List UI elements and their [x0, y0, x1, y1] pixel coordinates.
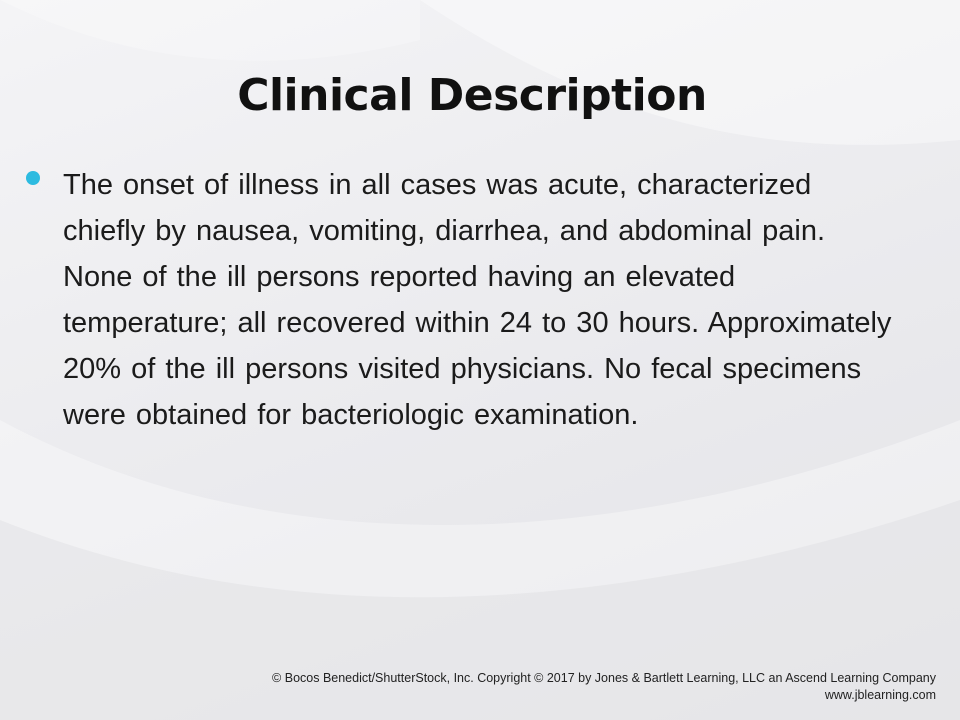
copyright-footer	[272, 670, 936, 704]
list-item	[26, 162, 896, 438]
website-link[interactable]: www.jblearning.com	[824, 688, 936, 702]
bullet-list	[26, 162, 896, 438]
bullet-icon	[26, 171, 40, 185]
bullet-text: The onset of illness in all cases was acute, characterized chiefly by nausea, vomiting, diarrhea, and abdominal pain. None of the ill persons reported having an elevated temperature; all recovered within 24 to 30 hours. Approximately 20% of the ill persons visited physicians. No fecal specimens were obtained for bacteriologic examination.	[63, 169, 892, 431]
slide-title: Clinical Description	[237, 70, 707, 121]
copyright-text: © Bocos Benedict/ShutterStock, Inc. Copyright © 2017 by Jones & Bartlett Learning, LLC an Ascend Learning Company	[272, 671, 936, 685]
